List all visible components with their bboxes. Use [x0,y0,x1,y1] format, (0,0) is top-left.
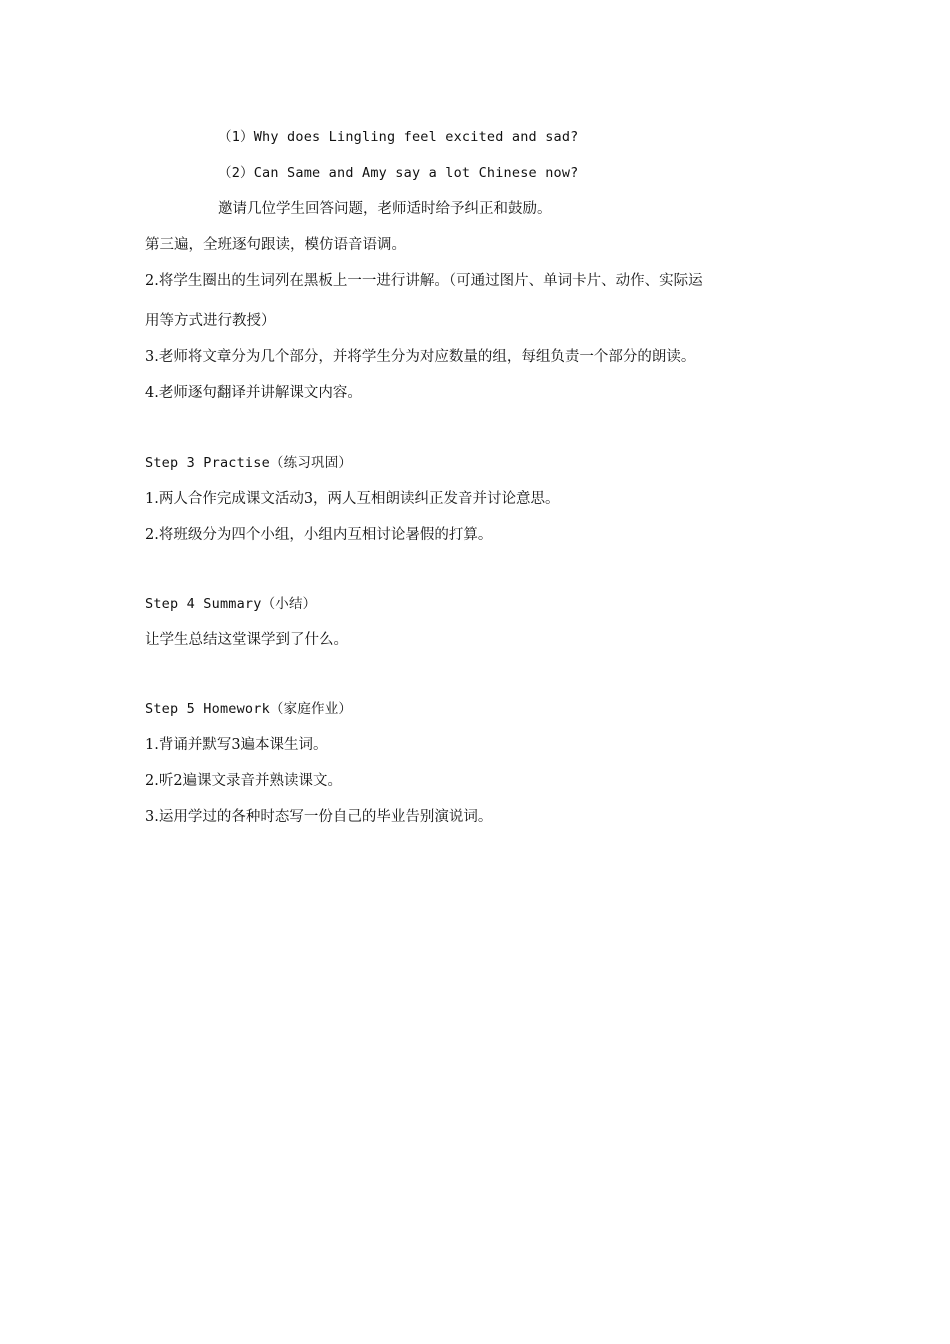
list-item-4: 4.老师逐句翻译并讲解课文内容。 [145,385,362,401]
step-5-heading [145,699,352,719]
step-5-item-3: 3.运用学过的各种时态写一份自己的毕业告别演说词。 [145,809,493,825]
list-item-2-line-1: 2.将学生圈出的生词列在黑板上一一进行讲解。（可通过图片、单词卡片、动作、实际运 [145,273,703,289]
step-4-item-1: 让学生总结这堂课学到了什么。 [145,632,348,648]
question-1: （1）Why does Lingling feel excited and sad? [218,129,579,145]
step-3-heading-text: Step 3 Practise（练习巩固） [145,455,353,471]
invite-students-text: 邀请几位学生回答问题，老师适时给予纠正和鼓励。 [218,201,552,217]
list-item-3: 3.老师将文章分为几个部分，并将学生分为对应数量的组，每组负责一个部分的朗读。 [145,349,696,365]
step-3-item-1: 1.两人合作完成课文活动3，两人互相朗读纠正发音并讨论意思。 [145,491,560,507]
list-item-2-line-2: 用等方式进行教授） [145,313,276,329]
step-4-heading-text: Step 4 Summary（小结） [145,596,317,612]
step-5-heading-text: Step 5 Homework（家庭作业） [145,701,353,717]
step-5-item-1: 1.背诵并默写3遍本课生词。 [145,737,328,753]
third-reading-text: 第三遍，全班逐句跟读，模仿语音语调。 [145,237,406,253]
step-3-item-2: 2.将班级分为四个小组，小组内互相讨论暑假的打算。 [145,527,493,543]
step-4-heading [145,594,316,614]
step-3-heading [145,453,352,473]
step-5-item-2: 2.听2遍课文录音并熟读课文。 [145,773,343,789]
question-2: （2）Can Same and Amy say a lot Chinese now? [218,165,579,181]
